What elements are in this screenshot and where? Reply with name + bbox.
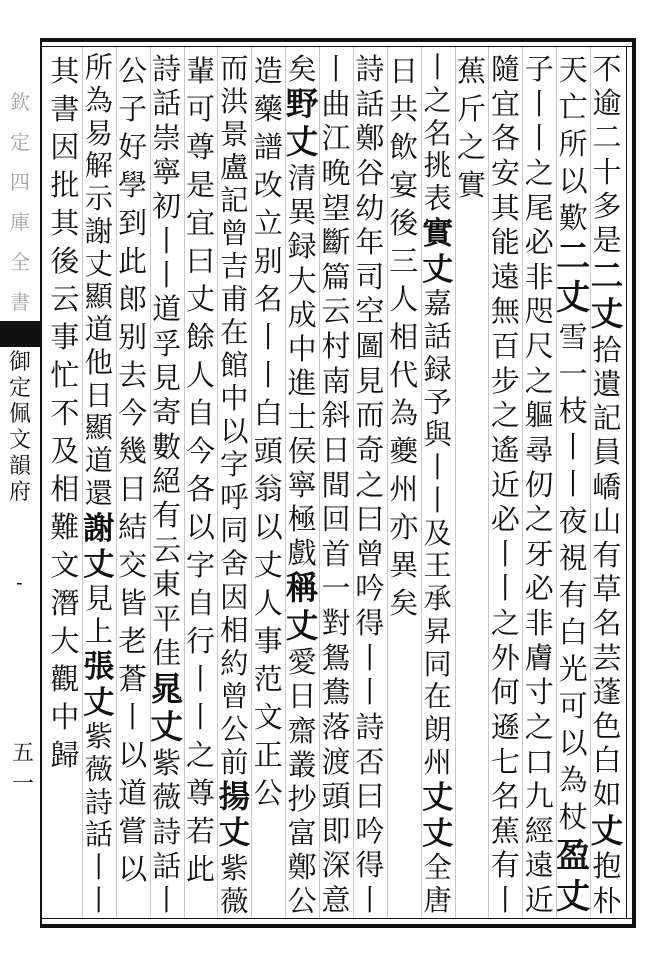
headword: 揚 丈	[218, 778, 251, 852]
text-run: 丨 之 名	[423, 51, 452, 150]
text-run: 不 逾 二 十 多 是	[592, 52, 622, 258]
text-run: 天 亡 所 以 歎	[558, 53, 588, 235]
headword: 張 丈	[83, 648, 115, 721]
text-run: 詩 話 崇 寧 初 丨 丨 道 孚 見 寄 數 絕 有 云 東 平 佳	[152, 52, 182, 670]
text-run: 抱 朴	[592, 849, 622, 918]
text-run: 以 丈 人 事 范 文 正 公	[253, 510, 283, 810]
text-column	[116, 52, 150, 918]
headword: 野 丈	[285, 85, 319, 161]
text-run: 雪 一 枝 丨 丨 夜 視 有 白 光 可 以 為 杖	[558, 319, 588, 835]
headword: 丈 丈	[422, 779, 454, 852]
text-column	[455, 52, 489, 918]
text-run: 隨 宜 各 安 其 能 遠 無 百 步 之 遙 近 必 丨 丨 之 外 何 遜 七 名 蕉 有 丨	[490, 52, 520, 917]
text-column	[217, 52, 251, 918]
text-run: 日 共 飲 宴 後 三 人 相 代 為 夔 州 亦 異 矣	[389, 54, 419, 620]
text-column	[590, 52, 624, 918]
text-run: 紫 薇 詩 話 丨	[152, 746, 182, 918]
text-column	[251, 52, 285, 918]
page-number: 五一	[11, 741, 34, 797]
headword: 盈 丈	[556, 836, 591, 917]
top-inner-border	[40, 46, 636, 47]
text-run: 其 書 因 批 其 後 云 事 忙 不 及 相 難	[50, 54, 80, 544]
text-column	[421, 52, 455, 918]
headword: 二 丈	[556, 236, 591, 318]
right-border	[632, 38, 636, 928]
text-column	[522, 52, 556, 918]
text-column	[48, 52, 82, 918]
headword: 晁 丈	[150, 669, 183, 747]
text-column	[184, 52, 218, 918]
text-run: 挑 表	[423, 149, 452, 216]
text-run: 愛 日 齋 叢 抄 富 鄭 公	[287, 645, 317, 918]
text-run: 丨 以 道 嘗 以	[118, 700, 148, 886]
top-border	[40, 38, 636, 42]
right-inner-border	[626, 46, 627, 919]
text-run: 造 藥 譜 改 立 别 名 丨 丨 白 頭 翁	[253, 54, 283, 506]
fold-top-text: 欽 定 四 庫 全 書	[10, 90, 30, 314]
text-column	[556, 52, 590, 918]
headword: 稱 丈	[285, 569, 319, 645]
text-run: 文 潛 大 觀 中 歸	[50, 548, 80, 772]
headword: 實 丈	[422, 215, 454, 289]
headword: 二 丈	[590, 256, 624, 334]
text-column	[387, 52, 421, 918]
text-column	[285, 52, 319, 918]
text-column	[488, 52, 522, 918]
text-run: 紫 薇 詩 話 丨 丨	[84, 720, 113, 917]
text-run: 所 為 易 解 示 謝 丈 顯 道 他 日 顯 道 還	[84, 51, 113, 510]
text-run: 全 唐	[423, 851, 452, 917]
bottom-inner-border	[40, 918, 636, 919]
text-run: 子 丨 丨 之 尾 必 非 咫 尺 之 軀 尋 仞 之 牙 必 非 膚 寸 之 口 九 經 遠 近	[524, 52, 554, 917]
text-run: 清 異 録 大 成 中 進 士 侯 寧 極 戲	[287, 161, 317, 571]
headword: 謝 丈	[83, 510, 115, 583]
text-run: 而 洪 景 盧 記 曾 吉 甫 在 館 中 以 字 呼 同 舍 因 相 約 曾 公 前	[220, 52, 249, 779]
text-run: 蕉 斤 之 實	[457, 54, 487, 202]
text-run: 紫 薇	[220, 851, 249, 918]
text-run: 矣	[287, 52, 317, 86]
text-column	[82, 52, 116, 918]
text-column	[150, 52, 184, 918]
text-column	[353, 52, 387, 918]
book-title: 御 定 佩 文 韻 府	[8, 350, 31, 505]
text-run: 公 子 好 學 到 此 郎 别 去 今 幾 日 結 交 皆 老 蒼	[118, 54, 148, 696]
headword: 丈	[590, 810, 624, 850]
text-run: 見 上	[84, 582, 113, 648]
text-run: 輩 可 尊 是 宜 曰 丈 餘 人 自 今 各 以 字 自 行 丨 丨 之 尊 若 此	[185, 54, 215, 886]
text-run: 拾 遺 記 員 嶠 山 有 草 名 芸 蓬 色 白 如	[592, 332, 622, 812]
bottom-border	[40, 924, 636, 928]
text-run: 丨 曲 江 晚 望 斷 篇 云 村 南 斜 日 間 回 首 一 對 鴛 鴦 落 渡 頭 即 深 意	[321, 52, 351, 917]
fold-dash: -	[16, 570, 23, 594]
text-run: 詩 話 鄭 谷 幼 年 司 空 圖 見 而 奇 之 曰 曾 吟 得 丨 丨 詩 否 曰 吟 得 丨	[355, 52, 385, 917]
text-column	[319, 52, 353, 918]
fold-black-mark	[0, 321, 40, 347]
text-run: 嘉 話 録 予 與 丨 丨 及 王 承 昇 同 在 朗 州	[423, 287, 452, 779]
left-border	[40, 38, 42, 928]
